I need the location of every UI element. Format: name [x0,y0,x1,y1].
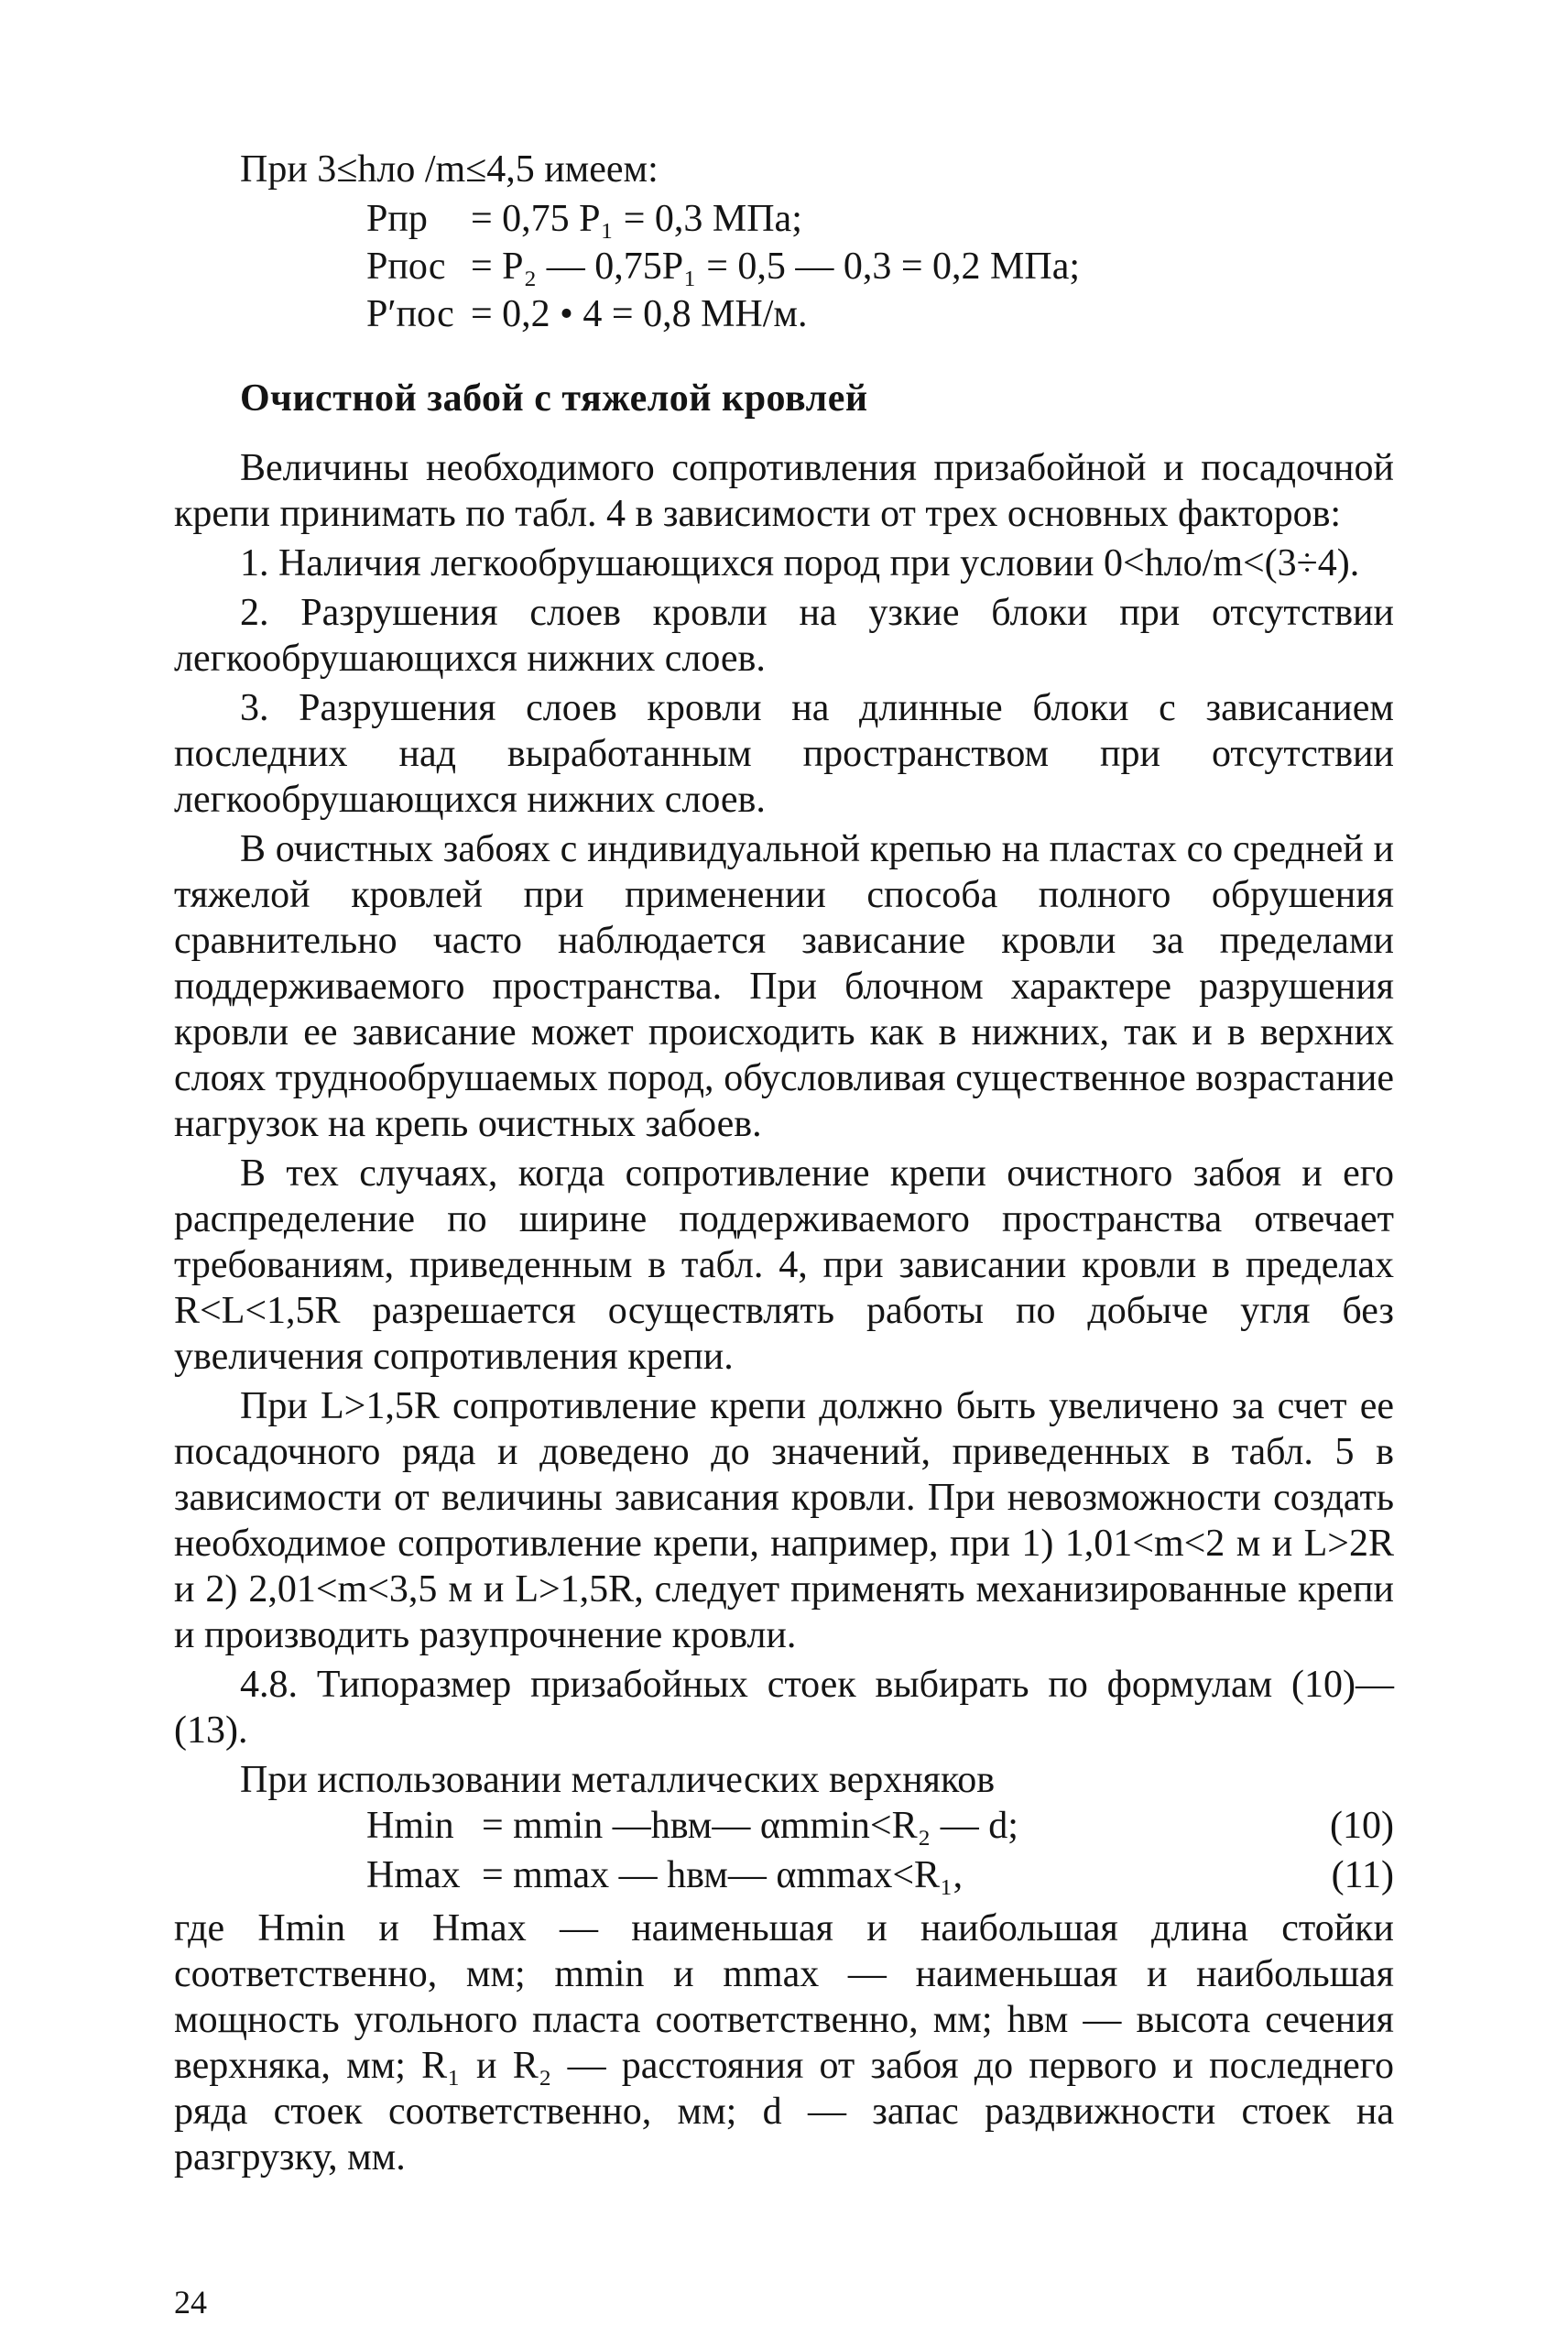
paragraph: где Hmin и Hmax — наименьшая и наибольшая длина стойки соответственно, мм; mmin и mmax — наименьшая и наибольшая мощность угольного пласта соответственно, мм; hвм — высота сечения верхняка, мм; R₁ и R₂ — расстояния от забоя до первого и последнего ряда стоек соответственно, мм; d — запас раздвижности стоек на разгрузку, мм. [174,1907,1394,2179]
paragraph: В очистных забоях с индивидуальной крепью на пластах со средней и тяжелой кровлей при применении способа полного обрушения сравнительно часто наблюдается зависание кровли за пределами поддерживаемого пространства. При блочном характере разрушения кровли ее зависание может происходить как в нижних, так и в верхних слоях труднообрушаемых пород, обусловливая существенное возрастание нагрузок на крепь очистных забоев. [174,828,1394,1145]
formula-rhs: = mmax — hвм— αmmax<R₁, [482,1854,964,1896]
paragraph: При L>1,5R сопротивление крепи должно быть увеличено за счет ее посадочного ряда и доведено до значений, приведенных в табл. 5 в зависимости от величины зависания кровли. При невозможности создать необходимое сопротивление крепи, например, при 1) 1,01<m<2 м и L>2R и 2) 2,01<m<3,5 м и L>1,5R, следует применять механизированные крепи и производить разупрочнение кровли. [174,1385,1394,1656]
formula-rhs: = mmin —hвм— αmmin<R₂ — d; [482,1805,1018,1847]
paragraph: Величины необходимого сопротивления призабойной и посадочной крепи принимать по табл. 4 в зависимости от трех основных факторов: [174,447,1394,535]
pressure-equations [366,196,1394,339]
text-column [174,147,1394,2180]
paragraph: В тех случаях, когда сопротивление крепи очистного забоя и его распределение по ширине поддерживаемого пространства отвечает требованиям, приведенным в табл. 4, при зависании кровли в пределах R<L<1,5R разрешается осуществлять работы по добыче угля без увеличения сопротивления крепи. [174,1152,1394,1378]
list-item: 2. Разрушения слоев кровли на узкие блоки при отсутствии легкообрушающихся нижних слоев. [174,592,1394,680]
equation-row [366,291,1394,339]
list-item: 3. Разрушения слоев кровли на длинные блоки с зависанием последних над выработанным пространством при отсутствии легкообрушающихся нижних слоев. [174,687,1394,821]
formula-lhs: Hmax [366,1854,461,1896]
section-heading: Очистной забой с тяжелой кровлей [240,377,868,420]
list-item: 1. Наличия легкообрушающихся пород при условии 0<hло/m<(3÷4). [240,542,1360,584]
equation-lhs: Pпр [366,198,428,240]
equation-rhs: = 0,75 P₁ = 0,3 МПа; [471,198,802,240]
equation-rhs: = P₂ — 0,75P₁ = 0,5 — 0,3 = 0,2 МПа; [471,246,1081,288]
equation-lhs: Pпос [366,246,446,288]
formula-lhs: Hmin [366,1805,454,1847]
formula-11 [366,1852,1394,1902]
equation-row [366,196,1394,244]
paragraph: 4.8. Типоразмер призабойных стоек выбирать по формулам (10)—(13). [174,1664,1394,1752]
formula-number: (11) [1331,1854,1394,1896]
equation-lhs: P′пос [366,293,454,335]
equation-row [366,244,1394,291]
formula-10 [366,1803,1394,1852]
page-number: 24 [174,2284,207,2321]
intro-line: При 3≤hло /m≤4,5 имеем: [240,148,659,191]
formula-number: (10) [1330,1805,1394,1847]
paragraph: При использовании металлических верхняков [240,1759,996,1801]
equation-rhs: = 0,2 • 4 = 0,8 МН/м. [471,293,808,335]
